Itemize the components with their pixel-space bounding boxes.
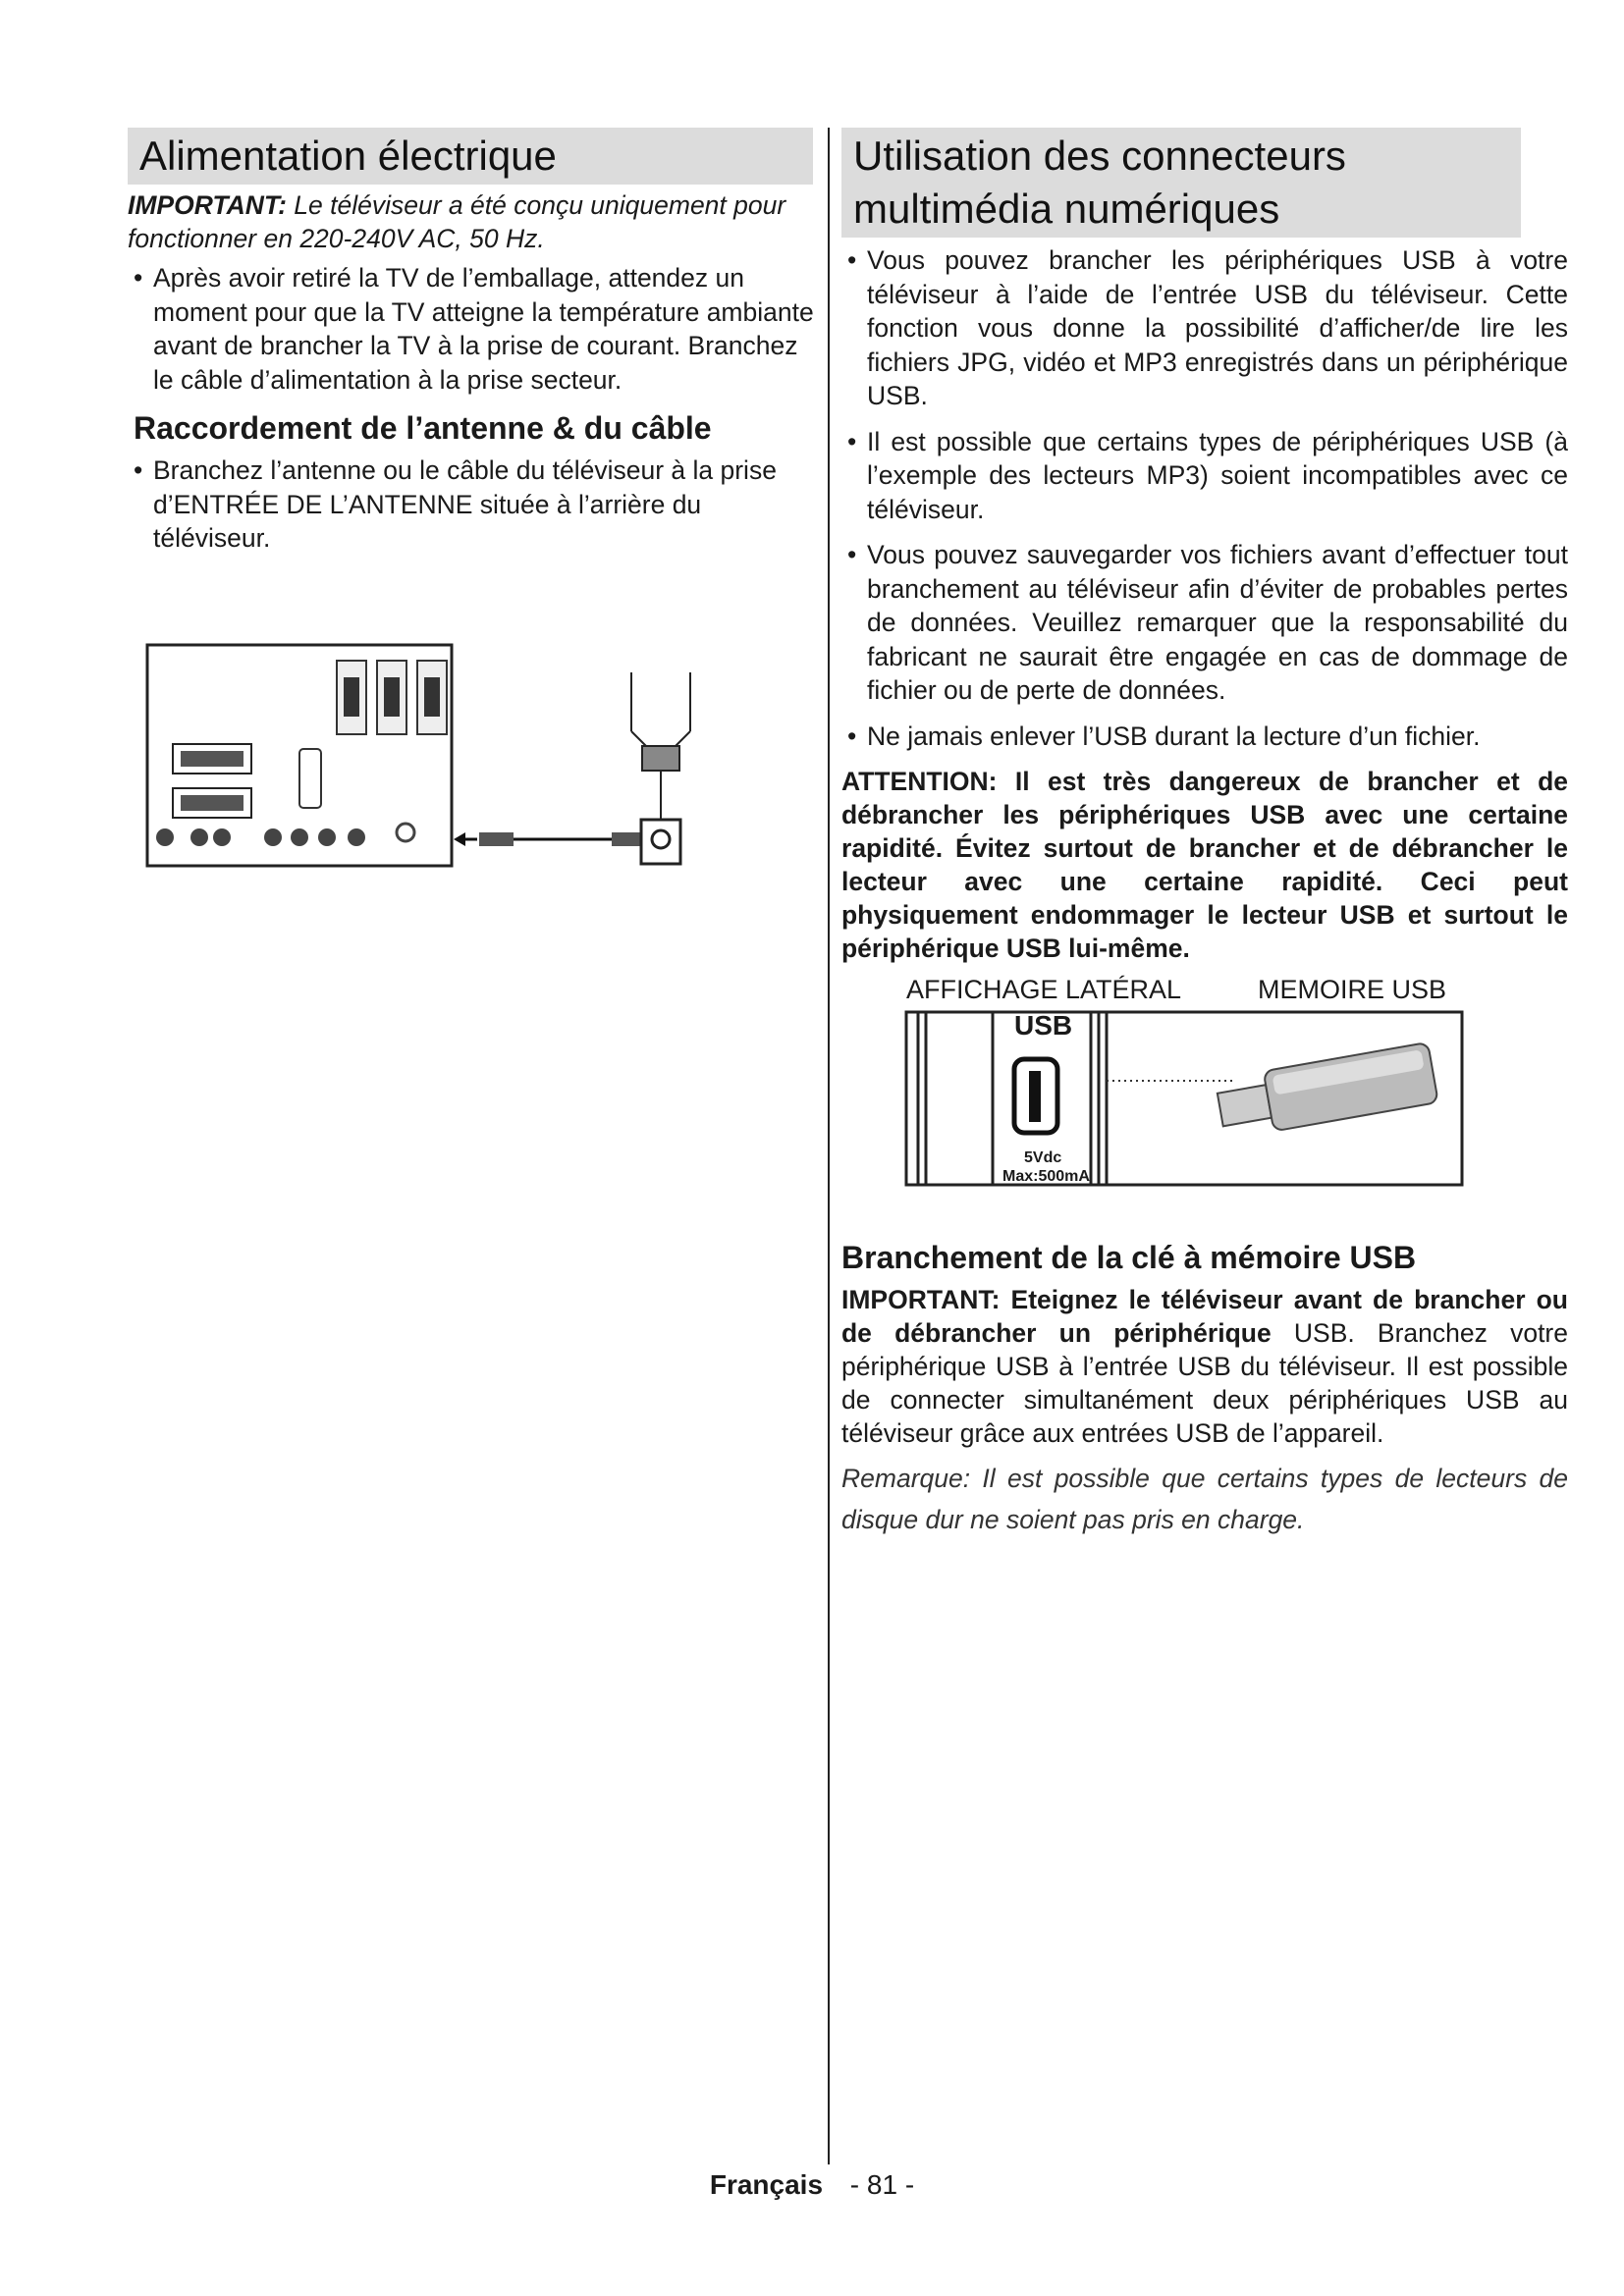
power-list	[128, 261, 815, 397]
multimedia-heading	[841, 128, 1521, 238]
tv-back-panel-figure	[145, 643, 715, 869]
important-text: Le téléviseur a été conçu uniquement pour fonctionner en 220-240V AC, 50 Hz.	[128, 190, 786, 253]
usb-connect-heading: Branchement de la clé à mémoire USB	[841, 1240, 1417, 1275]
footer-page-number: - 81 -	[849, 2169, 915, 2200]
multimedia-bullet: • Ne jamais enlever l’USB durant la lecture d’un fichier.	[841, 720, 1568, 754]
column-divider	[828, 128, 830, 2164]
usb-remark: Remarque: Il est possible que certains types de lecteurs de disque dur ne soient pas pris en charge.	[841, 1464, 1568, 1534]
usb-important-rest: USB. Branchez votre périphérique USB à l’entrée USB du téléviseur. Il est possible de connecter simultanément deux périphériques USB au téléviseur grâce aux entrées USB de l’appareil.	[841, 1318, 1568, 1448]
usb-fig-label-left: AFFICHAGE LATÉRAL	[906, 975, 1182, 1004]
usb-port-drawing	[904, 1010, 1464, 1187]
power-bullet: • Après avoir retiré la TV de l’emballage, attendez un moment pour que la TV atteigne la température ambiante avant de brancher la TV à la prise de courant. Branchez le câble d’alimentation à la prise secteur.	[128, 261, 815, 397]
usb-fig-label-right: MEMOIRE USB	[1258, 975, 1447, 1004]
usb-figure	[841, 975, 1568, 1220]
antenna-bullet: • Branchez l’antenne ou le câble du téléviseur à la prise d’ENTRÉE DE L’ANTENNE située à l’arrière du téléviseur.	[128, 454, 815, 556]
usb-port-title: USB	[1014, 1010, 1073, 1041]
antenna-list	[128, 454, 815, 556]
attention-text: ATTENTION: Il est très dangereux de brancher et de débrancher les périphériques USB avec une certaine rapidité. Évitez surtout de brancher et de débrancher le lecteur avec une certaine rapidité. Ceci peut physiquement endommager le lecteur USB et surtout le périphérique USB lui-même.	[841, 767, 1568, 963]
hdmi-ports	[337, 661, 447, 734]
vga-port	[299, 749, 321, 808]
power-important	[128, 188, 815, 255]
multimedia-heading-line2: multimédia numériques	[853, 186, 1280, 232]
important-label: IMPORTANT:	[128, 190, 287, 220]
power-heading: Alimentation électrique	[128, 128, 813, 185]
antenna-heading: Raccordement de l’antenne & du câble	[134, 410, 712, 446]
usb-port-spec-current: Max:500mA	[1002, 1168, 1090, 1185]
multimedia-heading-line1: Utilisation des connecteurs	[853, 133, 1346, 179]
usb-port-spec-voltage: 5Vdc	[1024, 1149, 1062, 1166]
usb-important-bold: IMPORTANT: Eteignez le téléviseur avant de brancher ou de débrancher un périphérique	[841, 1285, 1568, 1348]
right-column	[841, 128, 1568, 1540]
multimedia-bullet: • Vous pouvez sauvegarder vos fichiers avant d’effectuer tout branchement au téléviseur afin d’éviter de probables pertes de données. Veuillez remarquer que la responsabilité du fabricant ne saurait être engagée en cas de dommage de fichier ou de perte de données.	[841, 538, 1568, 708]
antenna-cable	[454, 672, 690, 864]
usb-connect-text	[841, 1283, 1568, 1450]
multimedia-list	[841, 243, 1568, 753]
multimedia-bullet: • Il est possible que certains types de périphériques USB (à l’exemple des lecteurs MP3) soient incompatibles avec ce téléviseur.	[841, 425, 1568, 527]
footer-language: Français	[709, 2169, 824, 2200]
multimedia-bullet: • Vous pouvez brancher les périphériques USB à votre téléviseur à l’aide de l’entrée USB du téléviseur. Cette fonction vous donne la possibilité d’afficher/de lire les fichiers JPG, vidéo et MP3 enregistrés dans un périphérique USB.	[841, 243, 1568, 413]
page-footer	[0, 2169, 1624, 2201]
left-column	[128, 128, 815, 567]
